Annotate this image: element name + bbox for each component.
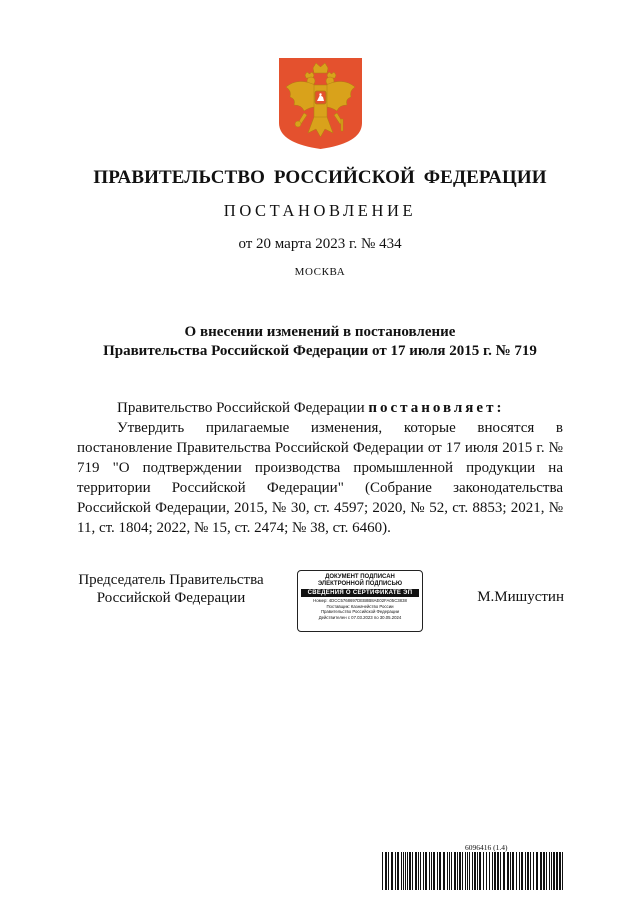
barcode-bar <box>449 852 450 890</box>
document-body <box>77 398 563 538</box>
barcode-bar <box>549 852 550 890</box>
barcode-bar <box>397 852 399 890</box>
barcode-bar <box>418 852 419 890</box>
signer-title-line-2: Российской Федерации <box>96 590 246 606</box>
barcode-bar <box>562 852 563 890</box>
barcode-bar <box>401 852 402 890</box>
barcode-bar <box>500 852 501 890</box>
barcode-bar <box>497 852 499 890</box>
barcode-bar <box>454 852 456 890</box>
barcode-bar <box>519 852 520 890</box>
barcode-bar <box>559 852 561 890</box>
barcode-bar <box>551 852 552 890</box>
barcode-bar <box>536 852 538 890</box>
stamp-header: СВЕДЕНИЯ О СЕРТИФИКАТЕ ЭП <box>301 589 419 597</box>
barcode-bar <box>437 852 438 890</box>
barcode-bar <box>431 852 432 890</box>
barcode-bar <box>556 852 558 890</box>
barcode-bar <box>492 852 493 890</box>
stamp-line-2: ЭЛЕКТРОННОЙ ПОДПИСЬЮ <box>317 581 403 587</box>
barcode-bar <box>433 852 435 890</box>
barcode-bar <box>533 852 534 890</box>
barcode-bar <box>385 852 387 890</box>
barcode-bar <box>472 852 473 890</box>
barcode-bar <box>483 852 484 890</box>
barcode-bar <box>420 852 421 890</box>
barcode-bar <box>457 852 458 890</box>
barcode-bar <box>425 852 427 890</box>
subject-line-1: О внесении изменений в постановление <box>184 324 456 340</box>
barcode-bar <box>540 852 542 890</box>
electronic-signature-stamp <box>297 570 423 632</box>
barcode-bar <box>494 852 496 890</box>
stamp-line-1: ДОКУМЕНТ ПОДПИСАН <box>325 574 395 580</box>
barcode-bar <box>521 852 523 890</box>
barcode-bar <box>546 852 547 890</box>
barcode-bar <box>407 852 408 890</box>
barcode-bar <box>512 852 514 890</box>
body-paragraph-1 <box>77 398 563 418</box>
barcode-bar <box>503 852 505 890</box>
barcode-bar <box>451 852 452 890</box>
date-and-number: от 20 марта 2023 г. № 434 <box>238 236 402 252</box>
body-p1-prefix: Правительство Российской Федерации <box>117 400 369 416</box>
barcode-bar <box>474 852 476 890</box>
barcode-bar <box>403 852 404 890</box>
barcode-bar <box>465 852 466 890</box>
barcode-bar <box>405 852 406 890</box>
barcode-bar <box>443 852 445 890</box>
government-title: ПРАВИТЕЛЬСТВО РОССИЙСКОЙ ФЕДЕРАЦИИ <box>93 167 547 188</box>
barcode-bar <box>459 852 461 890</box>
barcode-bar <box>530 852 531 890</box>
document-type: ПОСТАНОВЛЕНИЕ <box>223 201 417 220</box>
signer-name: М.Мишустин <box>477 589 564 605</box>
barcode-bar <box>447 852 448 890</box>
stamp-serial: Номер: 4DCC5768697DEB8B8AE02FA05C3838 <box>313 598 407 603</box>
barcode-bar <box>469 852 470 890</box>
barcode-bar <box>429 852 430 890</box>
signer-title <box>62 571 280 607</box>
stamp-validity: Действителен с 07.03.2023 по 30.05.2024 <box>318 614 402 620</box>
city: МОСКВА <box>294 266 346 278</box>
barcode-bar <box>391 852 393 890</box>
barcode-bar <box>395 852 396 890</box>
barcode-bar <box>412 852 413 890</box>
document-code: 6096416 (1.4) <box>465 843 508 852</box>
barcode-bar <box>507 852 509 890</box>
barcode-bar <box>489 852 490 890</box>
barcode-bar <box>510 852 511 890</box>
document-subject <box>60 323 580 360</box>
coat-of-arms-icon <box>278 57 363 150</box>
barcode-bar <box>409 852 411 890</box>
stamp-owner: Правительство Российской Федерации <box>320 609 400 615</box>
barcode-bar <box>525 852 526 890</box>
subject-line-2: Правительства Российской Федерации от 17 июля 2015 г. № 719 <box>103 342 537 359</box>
barcode-bar <box>388 852 389 890</box>
barcode-bar <box>527 852 529 890</box>
barcode-bar <box>553 852 555 890</box>
barcode-bar <box>477 852 478 890</box>
barcode-bar <box>467 852 468 890</box>
body-paragraph-2: Утвердить прилагаемые изменения, которые вносятся в постановление Правительства Российской Федерации от 17 июля 2015 г. № 719 "О подтверждении производства промышленной продукции на территории Российской Федерации" (Собрание законодательства Российской Федерации, 2015, № 30, ст. 4597; 2020, № 52, ст. 8853; 2021, № 11, ст. 1804; 2022, № 15, ст. 2474; № 38, ст. 6460). <box>77 420 563 536</box>
barcode-bar <box>462 852 463 890</box>
barcode-bar <box>415 852 417 890</box>
body-p1-verb: постановляет: <box>368 400 505 416</box>
barcode-bar <box>382 852 383 890</box>
barcode-bar <box>479 852 481 890</box>
barcode-bar <box>439 852 441 890</box>
barcode-bar <box>486 852 487 890</box>
barcode-bar <box>516 852 517 890</box>
barcode-icon <box>382 852 564 890</box>
signer-title-line-1: Председатель Правительства <box>78 572 264 588</box>
stamp-supplier: Поставщик: Казначейство России <box>326 603 394 609</box>
barcode-bar <box>423 852 424 890</box>
barcode-bar <box>543 852 545 890</box>
